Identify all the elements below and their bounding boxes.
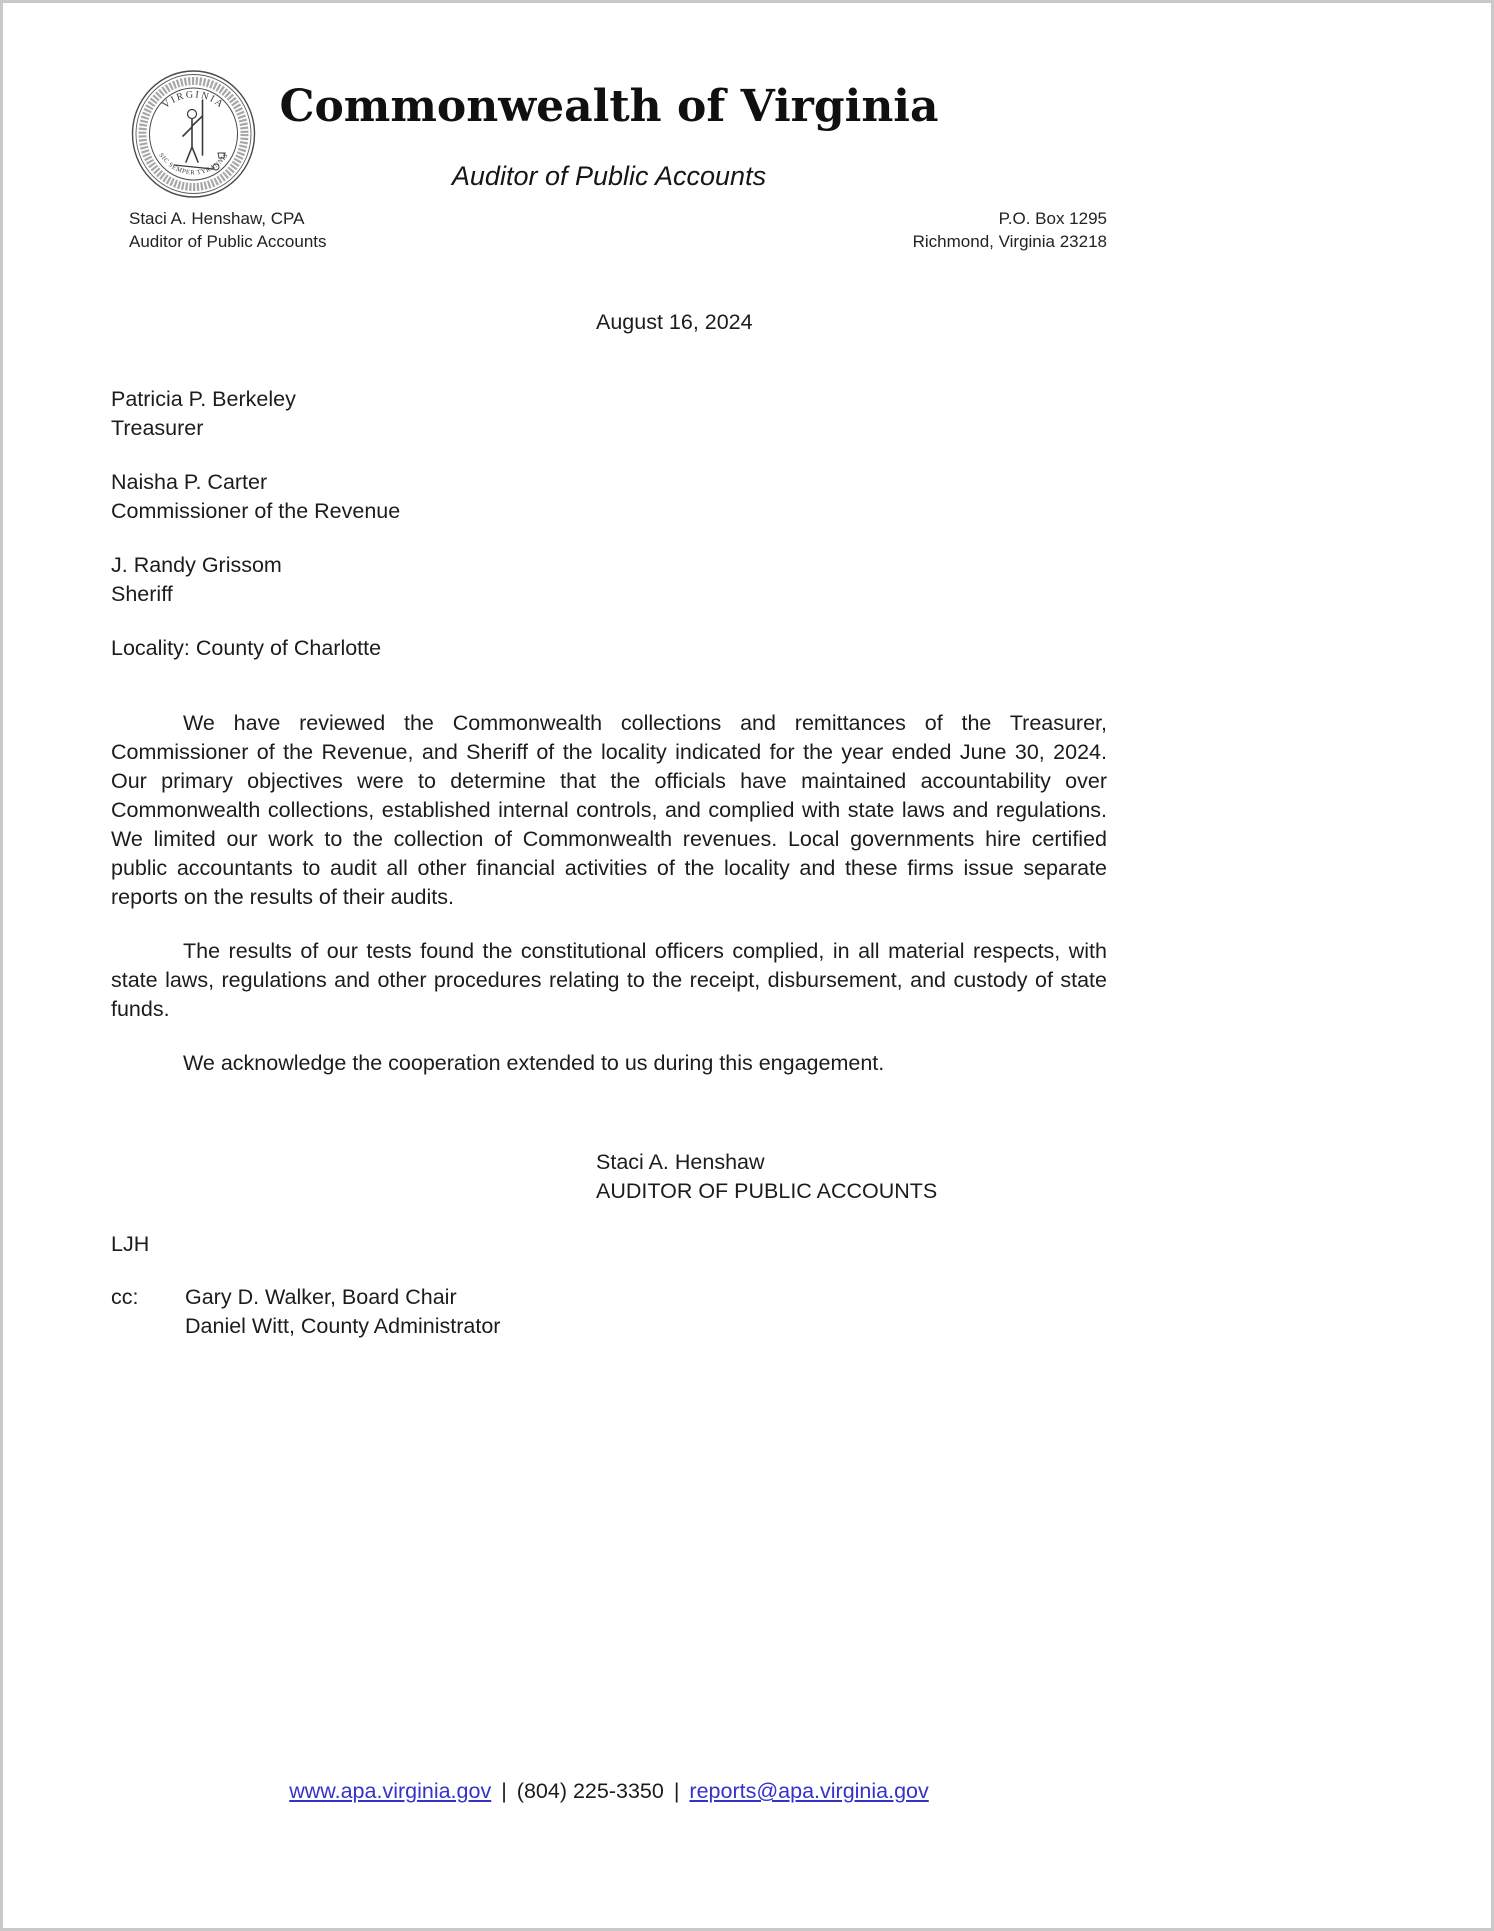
official-title: Auditor of Public Accounts: [129, 232, 327, 251]
email-link[interactable]: reports@apa.virginia.gov: [689, 1779, 929, 1803]
signature-block: [596, 1148, 1107, 1206]
cc-block: [111, 1283, 1107, 1341]
svg-text:VIRGINIA: [160, 89, 226, 111]
letter-date: August 16, 2024: [596, 310, 753, 334]
body-paragraph-1: We have reviewed the Commonwealth collections and remittances of the Treasurer, Commissioner of the Revenue, and Sheriff of the locality indicated for the year ended June 30, 2024. Our primary objectives were to determine that the officials have maintained accountability over Commonwealth collections, established internal controls, and complied with state laws and regulations. We limited our work to the collection of Commonwealth revenues. Local governments hire certified public accountants to audit all other financial activities of the locality and these firms issue separate reports on the results of their audits.: [111, 711, 1107, 909]
typist-initials: LJH: [111, 1232, 150, 1256]
signature-name: Staci A. Henshaw: [596, 1150, 765, 1174]
letterhead-info-row: [111, 207, 1107, 253]
recipient-title: Commissioner of the Revenue: [111, 499, 401, 523]
recipient-name: Naisha P. Carter: [111, 470, 268, 494]
footer-separator: |: [501, 1779, 507, 1803]
cc-item: Gary D. Walker, Board Chair: [185, 1285, 457, 1309]
letter-content: [111, 3, 1107, 1341]
org-title: Commonwealth of Virginia: [279, 81, 939, 132]
official-block: [111, 207, 327, 253]
virginia-state-seal-icon: [130, 69, 257, 199]
address-line-1: P.O. Box 1295: [998, 209, 1107, 228]
recipient-name: J. Randy Grissom: [111, 553, 282, 577]
recipient-list: [111, 385, 1107, 609]
recipient-commissioner: [111, 468, 1107, 526]
contact-footer: [111, 1777, 1107, 1806]
phone-number: (804) 225-3350: [516, 1779, 664, 1803]
address-block: [913, 207, 1107, 253]
recipient-title: Sheriff: [111, 582, 173, 606]
recipient-treasurer: [111, 385, 1107, 443]
recipient-sheriff: [111, 551, 1107, 609]
footer-separator: |: [673, 1779, 680, 1803]
letterhead: [111, 3, 1107, 253]
body-paragraph-3: We acknowledge the cooperation extended to us during this engagement.: [183, 1051, 885, 1075]
body-paragraph-2: The results of our tests found the constitutional officers complied, in all material respects, with state laws, regulations and other procedures relating to the receipt, disbursement, and custody of state funds.: [111, 939, 1107, 1021]
locality-line: Locality: County of Charlotte: [111, 636, 382, 660]
address-line-2: Richmond, Virginia 23218: [912, 232, 1107, 251]
seal-top-text: VIRGINIA: [160, 89, 227, 112]
official-name: Staci A. Henshaw, CPA: [129, 209, 305, 228]
cc-list: [185, 1283, 500, 1341]
signature-title: AUDITOR OF PUBLIC ACCOUNTS: [596, 1179, 938, 1203]
org-subtitle: Auditor of Public Accounts: [451, 161, 767, 191]
recipient-title: Treasurer: [111, 416, 204, 440]
recipient-name: Patricia P. Berkeley: [111, 387, 296, 411]
seal-virtus-figure: [174, 100, 225, 170]
cc-label: cc:: [111, 1285, 139, 1309]
seal-bottom-text: SIC SEMPER TYRANNIS: [157, 151, 230, 177]
cc-item: Daniel Witt, County Administrator: [185, 1314, 501, 1338]
website-link[interactable]: www.apa.virginia.gov: [289, 1779, 492, 1803]
